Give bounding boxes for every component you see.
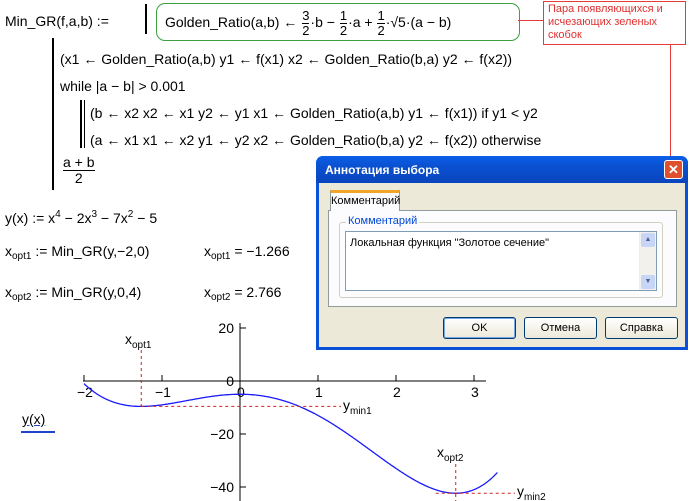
dialog-client — [319, 183, 685, 347]
fraction-1-2-a: $\frac{1}{2}$ — [339, 8, 348, 38]
golden-mid1: ·b − — [310, 13, 335, 30]
x-tick-label: 0 — [237, 384, 245, 400]
comment-group-label: Комментарий — [348, 215, 418, 227]
x-tick-label: −2 — [77, 384, 93, 400]
fraction-1-2-b: $\frac{1}{2}$ — [377, 8, 385, 38]
annotation-ymin2: $y_{min2}$ — [517, 483, 546, 501]
x-tick-label: 2 — [393, 384, 401, 400]
plot-y-label-underline — [21, 431, 55, 433]
xopt1-definition[interactable]: $x_{opt1}$ := Min_GR(y,−2,0) — [5, 243, 150, 262]
dialog-titlebar[interactable] — [316, 156, 688, 183]
xopt2-definition[interactable]: $x_{opt2}$ := Min_GR(y,0,4) — [5, 284, 142, 303]
golden-tail: ·√5·(a − b) — [385, 13, 452, 30]
golden-lhs: Golden_Ratio(a,b) ← — [165, 13, 298, 30]
y-tick-label: 20 — [218, 320, 234, 336]
tab-panel — [328, 210, 677, 307]
x-tick-label: 1 — [315, 384, 323, 400]
fraction-3-2: $\frac{3}{2}$ — [302, 8, 310, 38]
x-tick-label: −1 — [155, 384, 171, 400]
xopt2-result[interactable]: $x_{opt2} = 2.766$ — [204, 284, 282, 303]
annotation-dialog[interactable] — [316, 156, 688, 350]
scroll-down-icon[interactable]: ▼ — [641, 275, 655, 289]
comment-scrollbar[interactable] — [639, 232, 656, 290]
plot-y-label[interactable]: y(x) — [22, 411, 46, 427]
y-tick-label: −40 — [210, 479, 234, 495]
golden-mid2: ·a + — [348, 13, 373, 30]
comment-group — [339, 215, 663, 298]
annotation-xopt2: $x_{opt2}$ — [437, 444, 464, 464]
return-fraction: $\frac{a + b}{2}$ — [63, 154, 95, 186]
xopt1-result[interactable]: $x_{opt1} = -1.266$ — [204, 243, 290, 262]
y-tick-label: −20 — [210, 426, 234, 442]
cancel-button[interactable]: Отмена — [524, 317, 597, 339]
comment-textarea[interactable] — [345, 231, 657, 291]
program-line-if[interactable]: (b ← x2 x2 ← x1 y2 ← y1 x1 ← Golden_Ratio(a,b) y1 ← f(x1)) if y1 < y2 — [90, 105, 538, 121]
function-curve — [84, 384, 497, 494]
program-line-while[interactable]: while |a − b| > 0.001 — [60, 78, 186, 94]
annotation-xopt1: $x_{opt1}$ — [125, 331, 152, 351]
tab-comment[interactable]: Комментарий — [330, 190, 400, 211]
y-tick-label: 0 — [226, 373, 234, 389]
ok-button[interactable]: OK — [443, 317, 516, 339]
program-line-init[interactable]: (x1 ← Golden_Ratio(a,b) y1 ← f(x1) x2 ← Golden_Ratio(b,a) y2 ← f(x2)) — [60, 51, 513, 67]
scroll-up-icon[interactable]: ▲ — [641, 233, 655, 247]
program-line-otherwise[interactable]: (a ← x1 x1 ← x2 y1 ← y2 x2 ← Golden_Ratio(b,a) y2 ← f(x2)) otherwise — [90, 132, 542, 148]
annotation-ymin1: $y_{min1}$ — [343, 397, 372, 417]
callout-annotation: Пара появляющихся и исчезающих зеленых скобок — [543, 1, 686, 45]
help-button[interactable]: Справка — [605, 317, 678, 339]
func-definition[interactable]: Min_GR(f,a,b) := — [5, 13, 109, 29]
y-function-definition[interactable]: y(x) := $x^4 - 2x^3 - 7x^2 - 5$ — [5, 209, 158, 226]
x-tick-label: 3 — [471, 384, 479, 400]
comment-text: Локальная функция "Золотое сечение" — [350, 237, 550, 249]
dialog-title: Аннотация выбора — [325, 163, 440, 177]
close-icon[interactable]: ✕ — [664, 160, 683, 179]
